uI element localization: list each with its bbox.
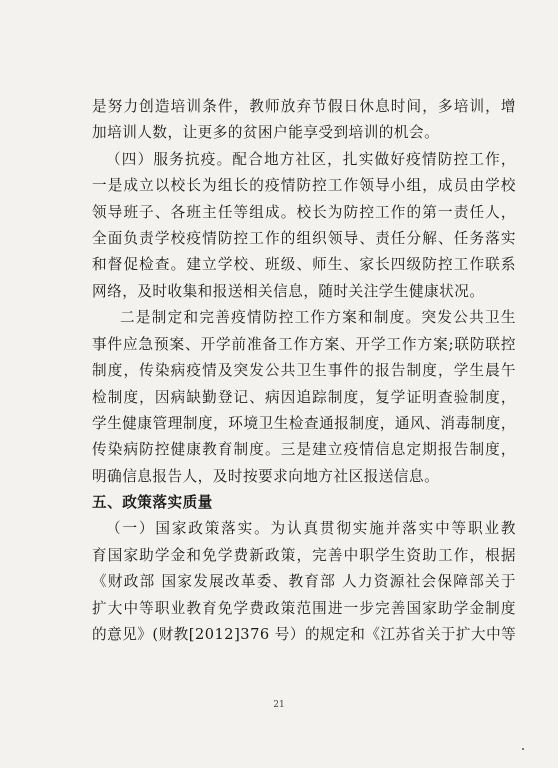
page-number: 21	[273, 700, 285, 710]
text-line: 和督促检查。建立学校、班级、师生、家长四级防控工作联系	[92, 256, 516, 273]
text-line: 事件应急预案、开学前准备工作方案、开学工作方案;联防联控	[92, 336, 516, 353]
paragraph-start: 二是制定和完善疫情防控工作方案和制度。突发公共卫生	[120, 309, 516, 326]
section-4-intro: （四）服务抗疫。配合地方社区，扎实做好疫情防控工作，	[106, 151, 516, 168]
text-line: 学生健康管理制度，环境卫生检查通报制度，通风、消毒制度，	[92, 415, 516, 432]
text-line: 检制度，因病缺勤登记、病因追踪制度，复学证明查验制度，	[92, 389, 516, 406]
text-line: 全面负责学校疫情防控工作的组织领导、责任分解、任务落实	[92, 230, 516, 247]
text-line: 《财政部 国家发展改革委、教育部 人力资源社会保障部关于	[92, 573, 516, 590]
text-line: 一是成立以校长为组长的疫情防控工作领导小组，成员由学校	[92, 177, 516, 194]
section-heading: 五、政策落实质量	[92, 494, 213, 511]
text-line: 制度，传染病疫情及突发公共卫生事件的报告制度，学生晨午	[92, 362, 516, 379]
text-line: 加培训人数，让更多的贫困户能享受到培训的机会。	[92, 124, 440, 141]
text-line: 的意见》(财教[2012]376 号）的规定和《江苏省关于扩大中等	[92, 626, 517, 643]
text-line: 育国家助学金和免学费新政策，完善中职学生资助工作，根据	[92, 547, 516, 564]
text-line: 传染病防控健康教育制度。三是建立疫情信息定期报告制度，	[92, 441, 516, 458]
text-line: 是努力创造培训条件，教师放弃节假日休息时间，多培训，增	[92, 98, 516, 115]
text-line: 明确信息报告人，及时按要求向地方社区报送信息。	[92, 468, 440, 485]
text-line: 扩大中等职业教育免学费政策范围进一步完善国家助学金制度	[92, 600, 516, 617]
paragraph-start: （一）国家政策落实。为认真贯彻实施并落实中等职业教	[106, 520, 516, 537]
text-line: 网络，及时收集和报送相关信息，随时关注学生健康状况。	[92, 283, 485, 300]
scan-speck	[522, 748, 524, 750]
text-line: 领导班子、各班主任等组成。校长为防控工作的第一责任人，	[92, 204, 516, 221]
